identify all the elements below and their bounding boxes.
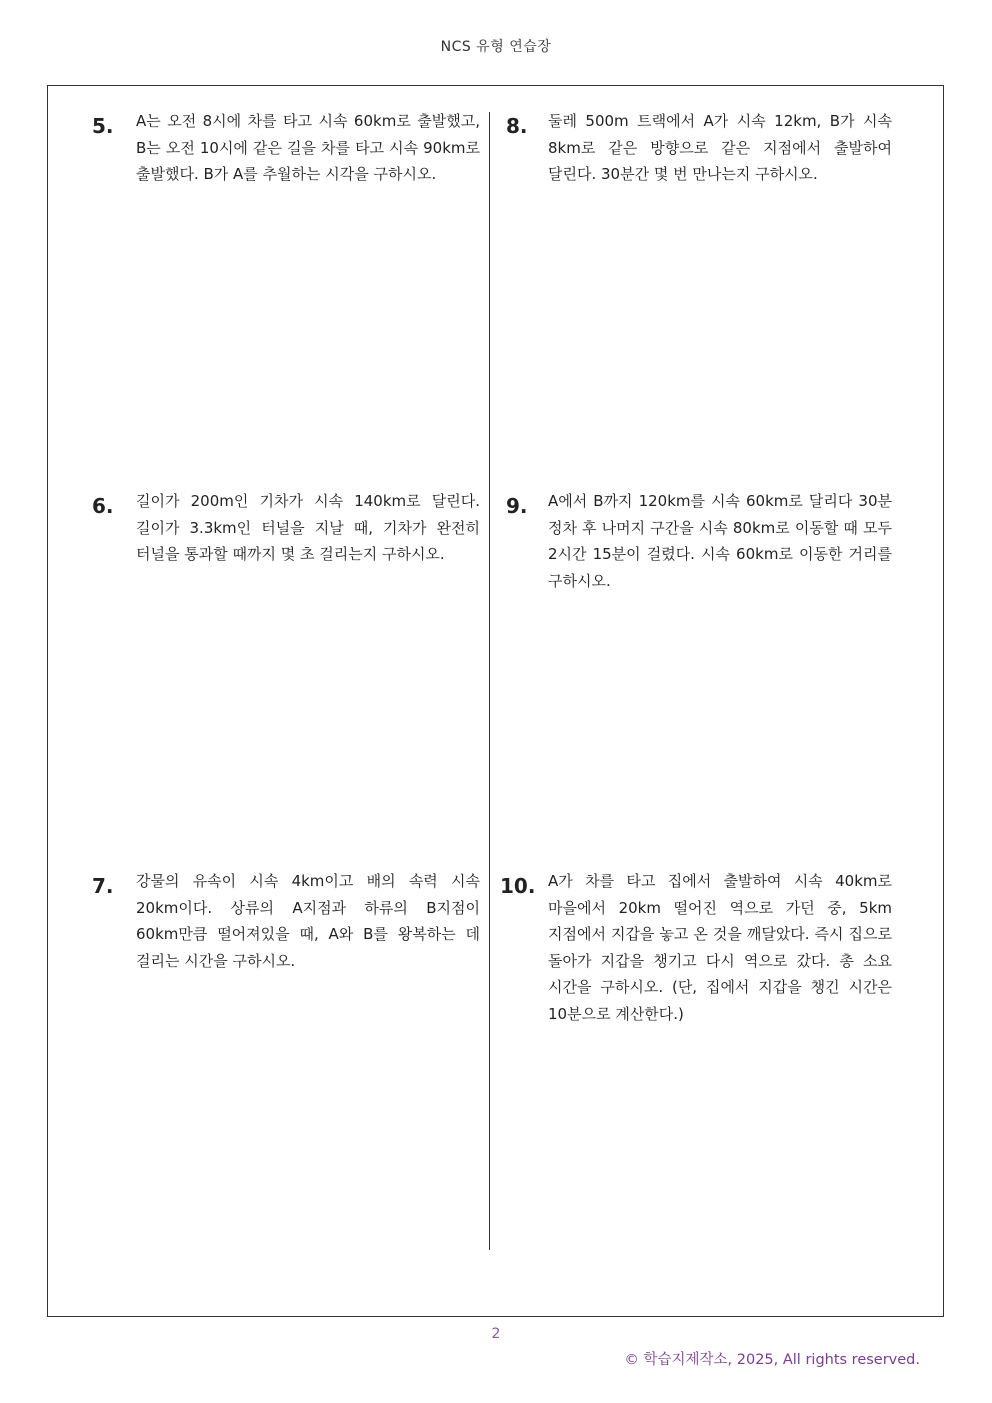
problem-9-number: 9.	[506, 494, 528, 518]
problem-8-text: 둘레 500m 트랙에서 A가 시속 12km, B가 시속 8km로 같은 방향으로 같은 지점에서 출발하여 달린다. 30분간 몇 번 만나는지 구하시오.	[548, 112, 892, 183]
page-header-title: NCS 유형 연습장	[440, 39, 552, 55]
problem-7-number: 7.	[92, 874, 114, 898]
problem-5-number: 5.	[92, 114, 114, 138]
column-divider	[489, 112, 490, 1250]
problem-6-text: 길이가 200m인 기차가 시속 140km로 달린다. 길이가 3.3km인 터널을 지날 때, 기차가 완전히 터널을 통과할 때까지 몇 초 걸리는지 구하시오.	[136, 492, 480, 563]
content-frame	[47, 85, 944, 1317]
page-number: 2	[491, 1326, 501, 1342]
problem-10-text: A가 차를 타고 집에서 출발하여 시속 40km로 마을에서 20km 떨어진 역으로 가던 중, 5km 지점에서 지갑을 놓고 온 것을 깨달았다. 즉시 집으로 돌아가 지갑을 챙기고 다시 역으로 갔다. 총 소요 시간을 구하시오. (단, 집에서 지갑을 챙긴 시간은 10분으로 계산한다.)	[548, 872, 892, 1023]
problem-10-number: 10.	[500, 874, 536, 898]
problem-8-number: 8.	[506, 114, 528, 138]
problem-6-number: 6.	[92, 494, 114, 518]
problem-7-text: 강물의 유속이 시속 4km이고 배의 속력 시속 20km이다. 상류의 A지점과 하류의 B지점이 60km만큼 떨어져있을 때, A와 B를 왕복하는 데 걸리는 시간을 구하시오.	[136, 872, 480, 970]
problem-5-text: A는 오전 8시에 차를 타고 시속 60km로 출발했고, B는 오전 10시에 같은 길을 차를 타고 시속 90km로 출발했다. B가 A를 추월하는 시각을 구하시오.	[136, 112, 480, 183]
problem-9-text: A에서 B까지 120km를 시속 60km로 달리다 30분 정차 후 나머지 구간을 시속 80km로 이동할 때 모두 2시간 15분이 걸렸다. 시속 60km로 이동한 거리를 구하시오.	[548, 492, 892, 590]
copyright-notice: © 학습지제작소, 2025, All rights reserved.	[624, 1352, 920, 1368]
